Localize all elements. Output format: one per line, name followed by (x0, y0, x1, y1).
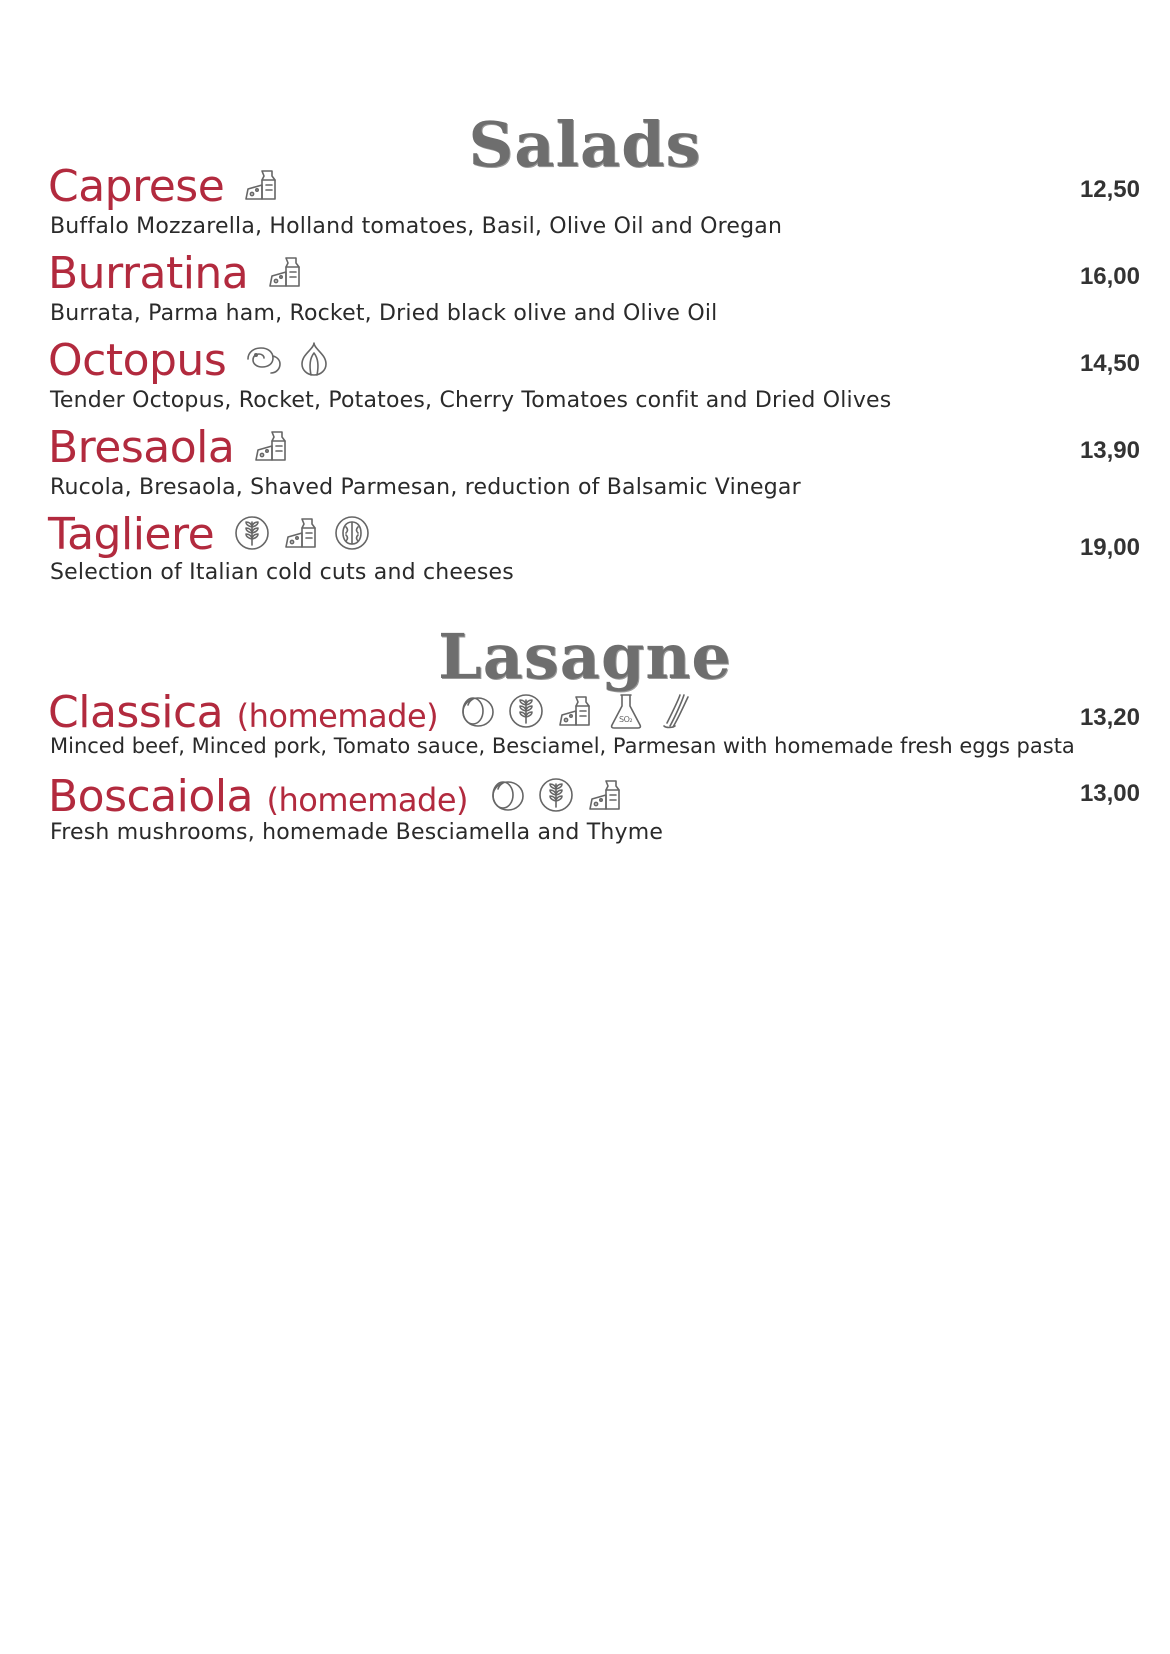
menu-item-tagliere (48, 510, 1140, 600)
item-name-row (48, 162, 282, 212)
item-description: Fresh mushrooms, homemade Besciamella and Thyme (50, 820, 664, 845)
allergen-icons (266, 252, 306, 292)
menu-item-classica (48, 688, 1140, 778)
sulphite-icon (606, 691, 646, 731)
dairy-icon (282, 513, 322, 553)
item-price: 19,00 (1079, 534, 1140, 561)
section-title-lasagne: Lasagne (438, 620, 732, 693)
item-name: Caprese (48, 161, 225, 212)
item-name: Burratina (48, 248, 249, 299)
svg-text:SO₂: SO₂ (619, 715, 633, 724)
mollusc-icon (244, 339, 284, 379)
item-description: Buffalo Mozzarella, Holland tomatoes, Basil, Olive Oil and Oregan (50, 214, 783, 239)
item-description: Selection of Italian cold cuts and cheeses (50, 560, 514, 585)
item-name: Bresaola (48, 422, 235, 473)
allergen-icons (242, 165, 282, 205)
dairy-icon (266, 252, 306, 292)
egg-icon (486, 775, 526, 815)
egg-icon (456, 691, 496, 731)
menu-item-octopus (48, 336, 1140, 426)
item-name: Octopus (48, 335, 227, 386)
item-description: Rucola, Bresaola, Shaved Parmesan, reduction of Balsamic Vinegar (50, 475, 801, 500)
menu-item-caprese (48, 162, 1140, 252)
item-name-row (48, 336, 334, 386)
menu-item-boscaiola (48, 772, 1140, 862)
allergen-icons (244, 339, 334, 379)
dairy-icon (556, 691, 596, 731)
garlic-icon (294, 339, 334, 379)
gluten-icon (506, 691, 546, 731)
nuts-icon (332, 513, 372, 553)
item-name-suffix: (homemade) (236, 697, 439, 735)
gluten-icon (232, 513, 272, 553)
menu-item-bresaola (48, 423, 1140, 513)
section-title-salads: Salads (468, 108, 702, 181)
menu-item-burratina (48, 249, 1140, 339)
item-name-row (48, 249, 306, 299)
dairy-icon (242, 165, 282, 205)
item-name-row (48, 423, 292, 473)
allergen-icons (486, 775, 626, 815)
item-price: 13,00 (1079, 780, 1140, 807)
allergen-icons (252, 426, 292, 466)
item-price: 12,50 (1079, 176, 1140, 203)
dairy-icon (586, 775, 626, 815)
item-name-row (48, 772, 626, 825)
dairy-icon (252, 426, 292, 466)
celery-icon (656, 691, 696, 731)
item-price: 16,00 (1079, 263, 1140, 290)
allergen-icons (456, 691, 696, 731)
item-description: Tender Octopus, Rocket, Potatoes, Cherry Tomatoes confit and Dried Olives (50, 388, 892, 413)
item-description: Minced beef, Minced pork, Tomato sauce, Besciamel, Parmesan with homemade fresh eggs pasta (50, 734, 1075, 758)
item-name-suffix: (homemade) (266, 781, 468, 819)
item-name-row (48, 510, 372, 560)
item-name: Classica (48, 687, 224, 738)
gluten-icon (536, 775, 576, 815)
item-price: 13,90 (1079, 437, 1140, 464)
item-price: 14,50 (1079, 350, 1140, 377)
allergen-icons (232, 513, 372, 553)
item-description: Burrata, Parma ham, Rocket, Dried black olive and Olive Oil (50, 301, 718, 326)
item-name: Boscaiola (48, 771, 254, 822)
item-price: 13,20 (1079, 704, 1140, 731)
item-name: Tagliere (48, 509, 215, 560)
